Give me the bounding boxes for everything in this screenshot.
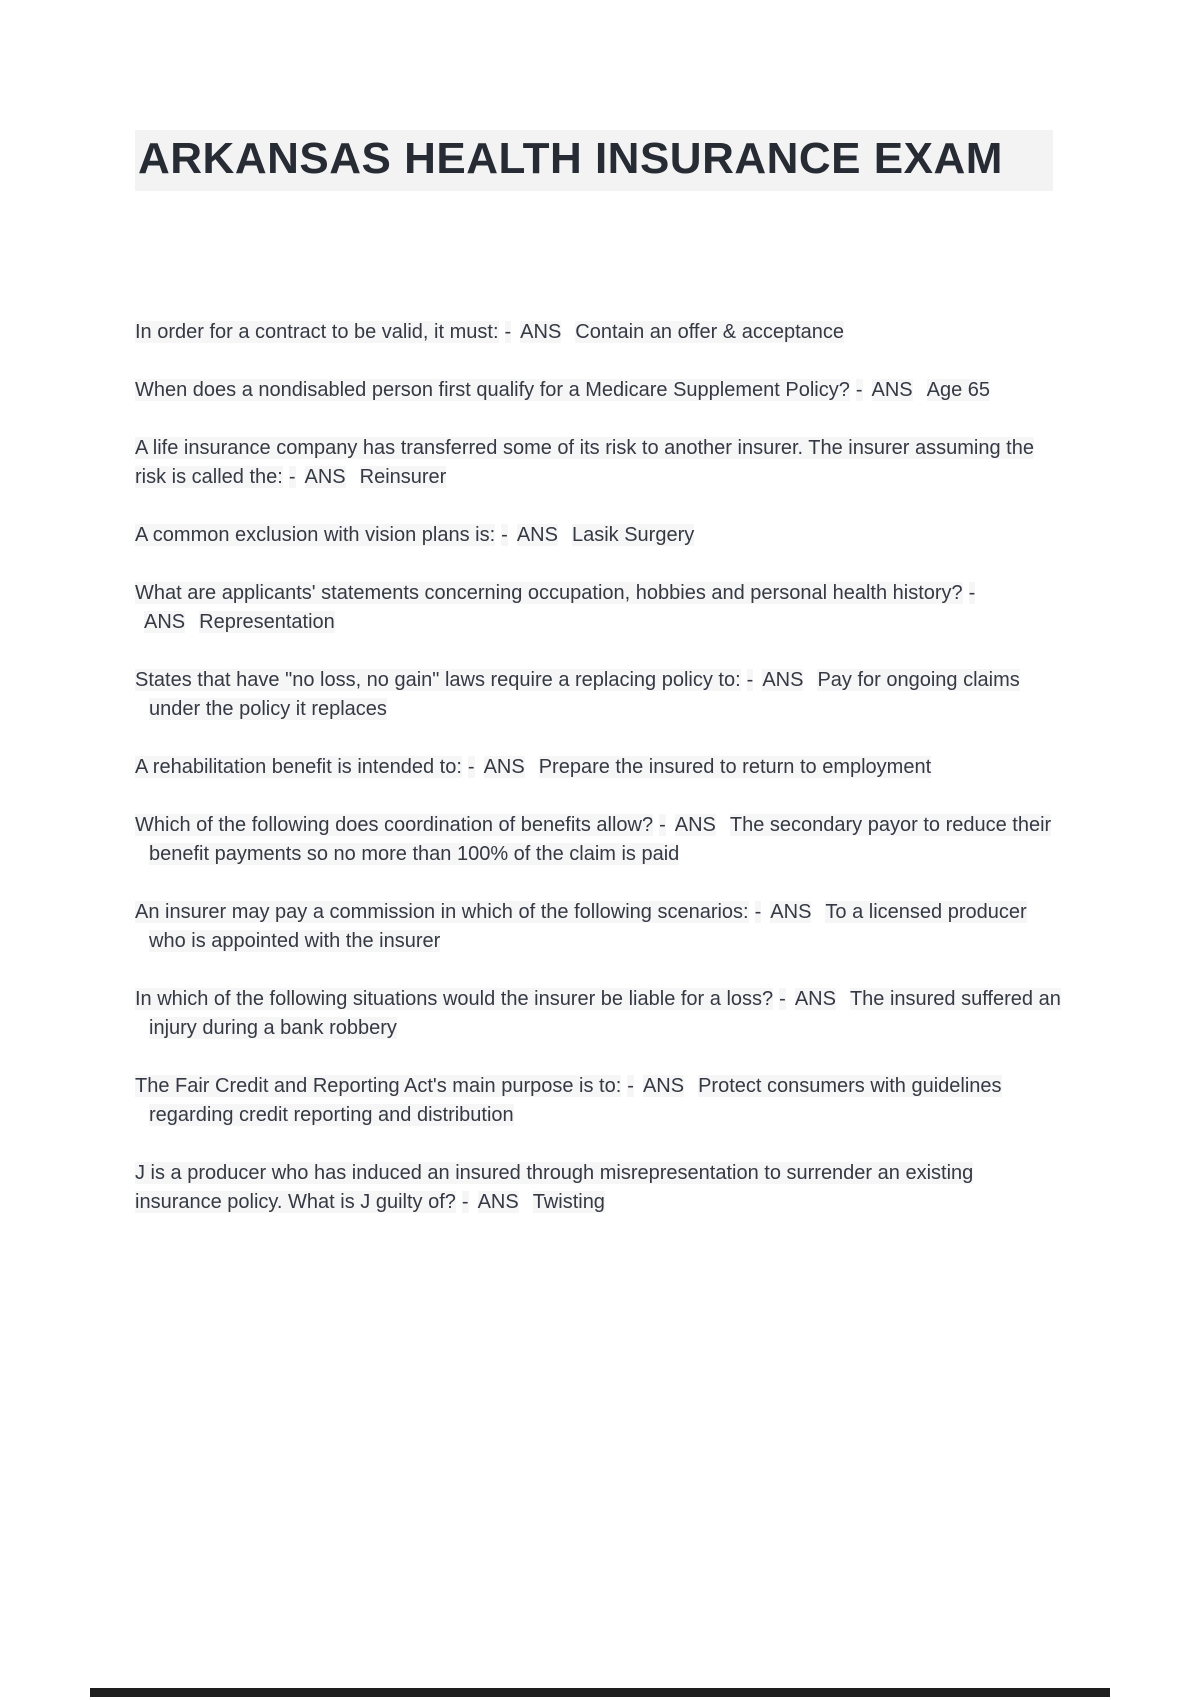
answer-text: Contain an offer & acceptance (575, 320, 844, 343)
question-text: When does a nondisabled person first qualify for a Medicare Supplement Policy? (135, 378, 850, 401)
qa-item (135, 753, 1065, 782)
qa-item (135, 1159, 1065, 1217)
question-text: J is a producer who has induced an insured through misrepresentation to surrender an existing insurance policy. What is J guilty of? (135, 1161, 974, 1213)
answer-text: Age 65 (926, 378, 991, 401)
answer-text: Lasik Surgery (571, 523, 695, 546)
separator-dash: - (968, 581, 976, 604)
separator-dash: - (746, 668, 754, 691)
ans-label: ANS (770, 900, 812, 923)
question-text: The Fair Credit and Reporting Act's main purpose is to: (135, 1074, 622, 1097)
separator-dash: - (501, 523, 508, 546)
qa-item (135, 811, 1065, 869)
qa-item (135, 666, 1065, 724)
ans-label: ANS (516, 523, 558, 546)
ans-label: ANS (674, 813, 716, 836)
page-title-text: ARKANSAS HEALTH INSURANCE EXAM (135, 130, 1053, 191)
qa-item (135, 579, 1065, 637)
page-title (135, 133, 1065, 186)
qa-item (135, 985, 1065, 1043)
question-text: Which of the following does coordination of benefits allow? (135, 813, 654, 836)
qa-item (135, 376, 1065, 405)
separator-dash: - (855, 378, 863, 401)
question-text: What are applicants' statements concerning occupation, hobbies and personal health history? (135, 581, 963, 604)
answer-text: Pay for ongoing claims under the policy it replaces (149, 668, 1020, 720)
answer-text: Reinsurer (359, 465, 447, 488)
ans-label: ANS (304, 465, 346, 488)
separator-dash: - (504, 320, 512, 343)
qa-item (135, 434, 1065, 492)
question-text: A common exclusion with vision plans is: (135, 523, 496, 546)
answer-text: Protect consumers with guidelines regarding credit reporting and distribution (149, 1074, 1002, 1126)
answer-text: Twisting (532, 1190, 605, 1213)
ans-label: ANS (144, 610, 186, 633)
qa-list (135, 318, 1065, 1217)
qa-item (135, 318, 1065, 347)
question-text: In which of the following situations would the insurer be liable for a loss? (135, 987, 774, 1010)
separator-dash: - (659, 813, 666, 836)
question-text: A life insurance company has transferred some of its risk to another insurer. The insurer assuming the risk is called the: (135, 436, 1034, 488)
ans-label: ANS (871, 378, 913, 401)
answer-text: The insured suffered an injury during a bank robbery (149, 987, 1061, 1039)
separator-dash: - (779, 987, 786, 1010)
ans-label: ANS (520, 320, 562, 343)
qa-item (135, 898, 1065, 956)
page-bottom-divider (90, 1688, 1110, 1697)
ans-label: ANS (762, 668, 804, 691)
separator-dash: - (467, 755, 475, 778)
question-text: In order for a contract to be valid, it must: (135, 320, 499, 343)
ans-label: ANS (477, 1190, 519, 1213)
answer-text: Prepare the insured to return to employment (538, 755, 932, 778)
separator-dash: - (627, 1074, 634, 1097)
answer-text: To a licensed producer who is appointed with the insurer (149, 900, 1027, 952)
ans-label: ANS (642, 1074, 685, 1097)
ans-label: ANS (794, 987, 836, 1010)
answer-text: The secondary payor to reduce their benefit payments so no more than 100% of the claim is paid (149, 813, 1052, 865)
question-text: A rehabilitation benefit is intended to: (135, 755, 462, 778)
question-text: States that have "no loss, no gain" laws require a replacing policy to: (135, 668, 741, 691)
separator-dash: - (754, 900, 762, 923)
qa-item (135, 1072, 1065, 1130)
ans-label: ANS (483, 755, 525, 778)
separator-dash: - (288, 465, 296, 488)
qa-item (135, 521, 1065, 550)
separator-dash: - (461, 1190, 469, 1213)
question-text: An insurer may pay a commission in which of the following scenarios: (135, 900, 749, 923)
answer-text: Representation (199, 610, 335, 633)
